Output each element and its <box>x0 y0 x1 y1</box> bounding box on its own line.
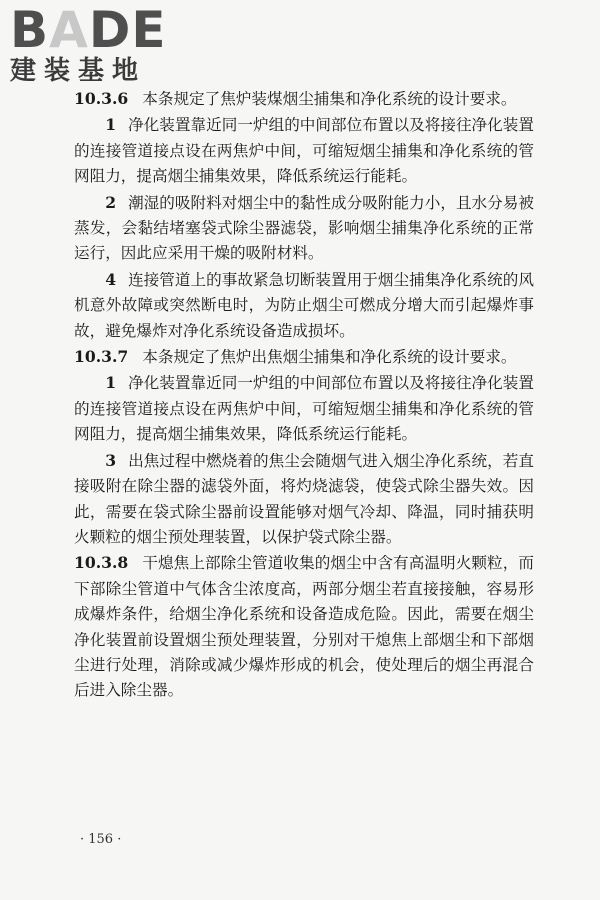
logo-subtitle: 建装基地 <box>10 56 147 86</box>
clause-text: 本条规定了焦炉出焦烟尘捕集和净化系统的设计要求。 <box>142 348 517 367</box>
logo-wordmark <box>10 2 167 58</box>
logo <box>6 2 178 88</box>
list-item <box>74 448 534 551</box>
item-number: 4 <box>105 269 117 289</box>
clause-10-3-7 <box>74 344 534 370</box>
list-item <box>74 370 534 447</box>
item-number: 2 <box>105 192 117 212</box>
clause-number: 10.3.7 <box>74 347 129 367</box>
list-item <box>74 112 534 189</box>
item-text: 出焦过程中燃烧着的焦尘会随烟气进入烟尘净化系统，若直接吸附在除尘器的滤袋外面，将灼烧滤袋，使袋式除尘器失效。因此，需要在袋式除尘器前设置能够对烟气冷却、降温，同时捕获明火颗粒的烟尘预处理装置，以保护袋式除尘器。 <box>74 451 534 546</box>
clause-number: 10.3.8 <box>74 553 129 573</box>
item-text: 潮湿的吸附料对烟尘中的黏性成分吸附能力小，且水分易被蒸发，会黏结堵塞袋式除尘器滤袋，影响烟尘捕集净化系统的正常运行，因此应采用干燥的吸附材料。 <box>74 193 534 263</box>
list-item <box>74 190 534 267</box>
clause-text: 本条规定了焦炉装煤烟尘捕集和净化系统的设计要求。 <box>142 90 517 108</box>
item-number: 3 <box>105 450 117 470</box>
item-number: 1 <box>105 115 117 135</box>
item-text: 连接管道上的事故紧急切断装置用于烟尘捕集净化系统的风机意外故障或突然断电时，为防止烟尘可燃成分增大而引起爆炸事故，避免爆炸对净化系统设备造成损坏。 <box>74 270 534 340</box>
clause-text: 干熄焦上部除尘管道收集的烟尘中含有高温明火颗粒，而下部除尘管道中气体含尘浓度高，两部分烟尘若直接接触，容易形成爆炸条件，给烟尘净化系统和设备造成危险。因此，需要在烟尘净化装置前设置烟尘预处理装置，分别对干熄焦上部烟尘和下部烟尘进行处理，消除或减少爆炸形成的机会，使处理后的烟尘再混合后进入除尘器。 <box>74 554 534 700</box>
logo-brand: BADE <box>10 1 167 59</box>
item-number: 1 <box>105 373 117 393</box>
document-body <box>74 86 534 704</box>
clause-number: 10.3.6 <box>74 89 129 108</box>
page-number: · 156 · <box>80 832 122 847</box>
item-text: 净化装置靠近同一炉组的中间部位布置以及将接往净化装置的连接管道接点设在两焦炉中间，可缩短烟尘捕集和净化系统的管网阻力，提高烟尘捕集效果，降低系统运行能耗。 <box>74 374 534 444</box>
list-item <box>74 267 534 344</box>
item-text: 净化装置靠近同一炉组的中间部位布置以及将接往净化装置的连接管道接点设在两焦炉中间，可缩短烟尘捕集和净化系统的管网阻力，提高烟尘捕集效果，降低系统运行能耗。 <box>74 116 534 186</box>
clause-10-3-6 <box>74 86 534 112</box>
clause-10-3-8 <box>74 550 534 703</box>
